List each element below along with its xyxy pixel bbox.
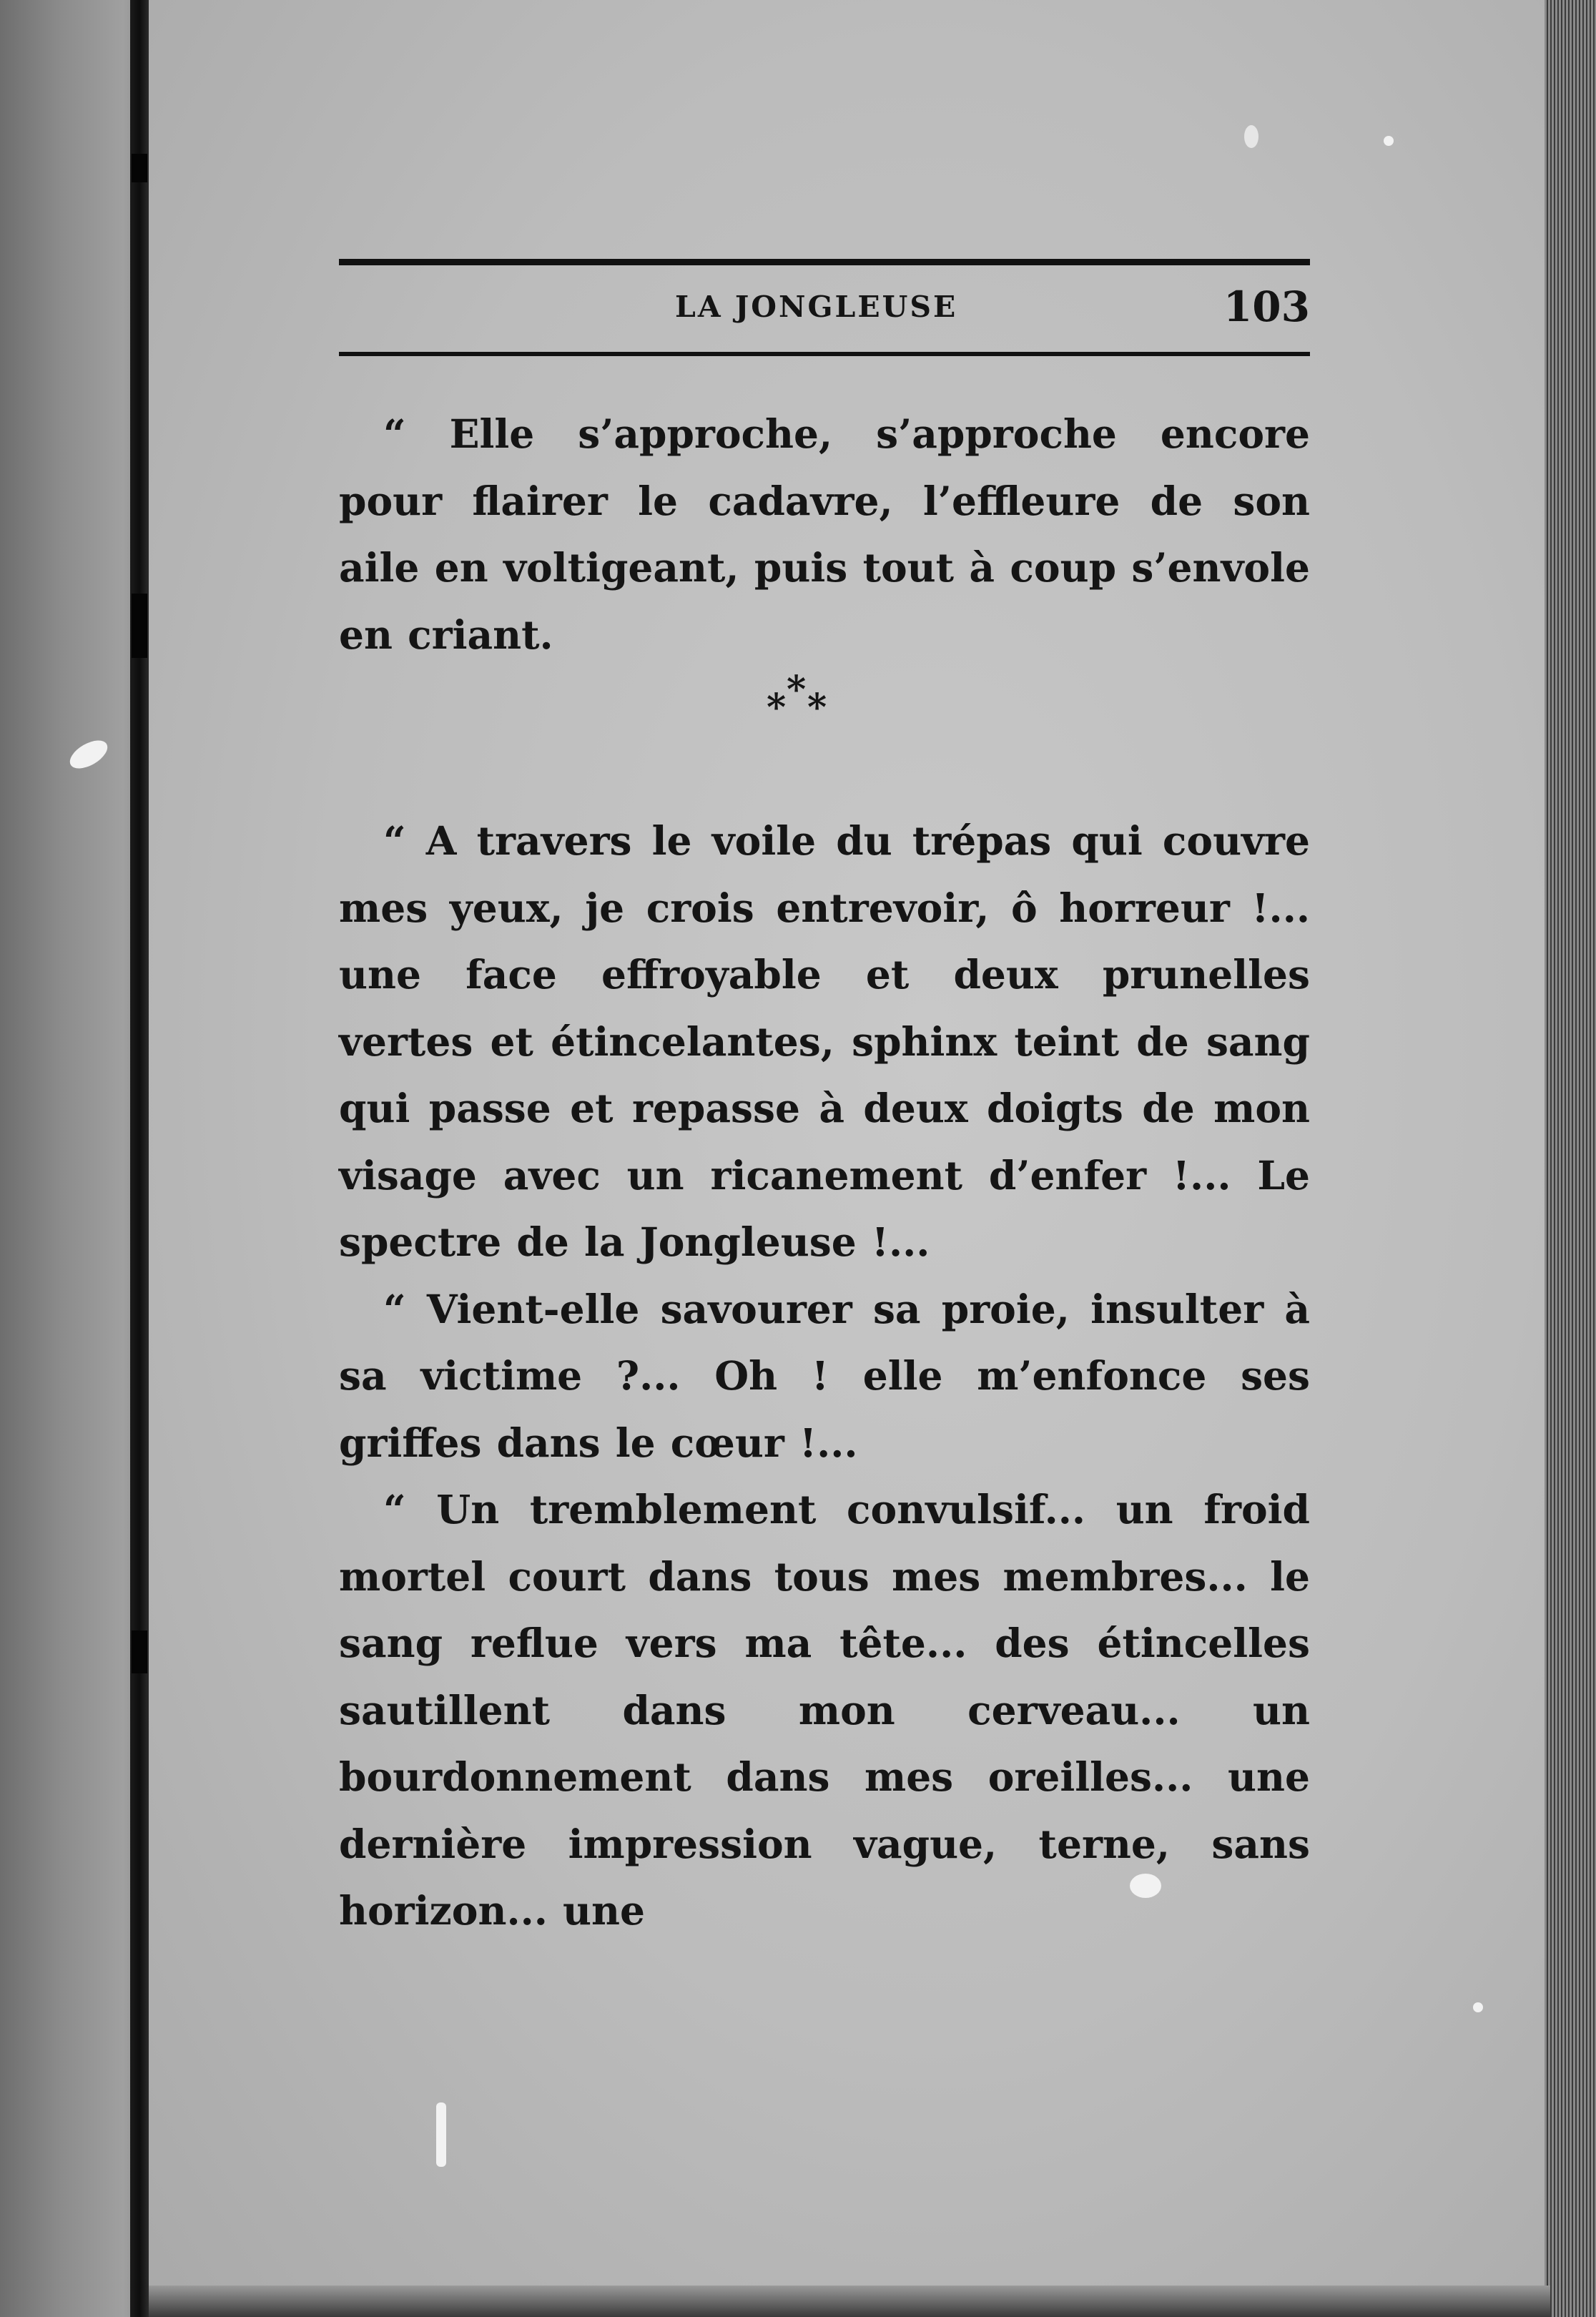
binding-thread [132, 1630, 147, 1673]
binding-thread [132, 154, 147, 182]
page-number: 103 [1223, 282, 1310, 331]
paragraph: “ Elle s’approche, s’approche encore pour flairer le cadavre, l’effleure de son aile en voltigeant, puis tout à coup s’envole en criant. [339, 410, 1310, 658]
paragraph: “ A travers le voile du trépas qui couvre mes yeux, je crois entrevoir, ô horreur !... une face effroyable et deux prunelles vertes et étincelantes, sphinx teint de sang qui passe et repasse à deux doigts de mon visage avec un ricanement d’enfer !... Le spectre de la Jongleuse !... [339, 817, 1310, 1265]
paragraph: “ Vient-elle savourer sa proie, insulter à sa victime ?... Oh ! elle m’enfonce ses griffes dans le cœur !... [339, 1285, 1310, 1466]
asterism-star: * [807, 686, 827, 729]
header-rule-bottom [339, 352, 1310, 356]
page-edges-right [1545, 0, 1596, 2317]
book-gutter [130, 0, 149, 2317]
binding-thread [132, 594, 147, 658]
header-rule-top [339, 259, 1310, 265]
section-break-asterism [339, 668, 1310, 807]
scan-speck [1384, 136, 1394, 146]
scan-speck [1130, 1874, 1161, 1898]
scan-speck [1473, 2002, 1483, 2012]
scan-speck [436, 2102, 446, 2167]
running-head [339, 282, 1310, 333]
asterism-star: * [787, 668, 807, 712]
scan-speck [1244, 125, 1258, 148]
page-edge-bottom [149, 2286, 1550, 2317]
asterism-star: * [767, 686, 787, 729]
paragraph: “ Un tremblement convulsif... un froid mortel court dans tous mes membres... le sang reflue vers ma tête... des étincelles sautillent dans mon cerveau... un bourdonnement dans mes oreilles... une dernière impression vague, terne, sans horizon... une [339, 1486, 1310, 1934]
running-title: LA JONGLEUSE [675, 290, 958, 324]
body-text [339, 400, 1310, 1944]
